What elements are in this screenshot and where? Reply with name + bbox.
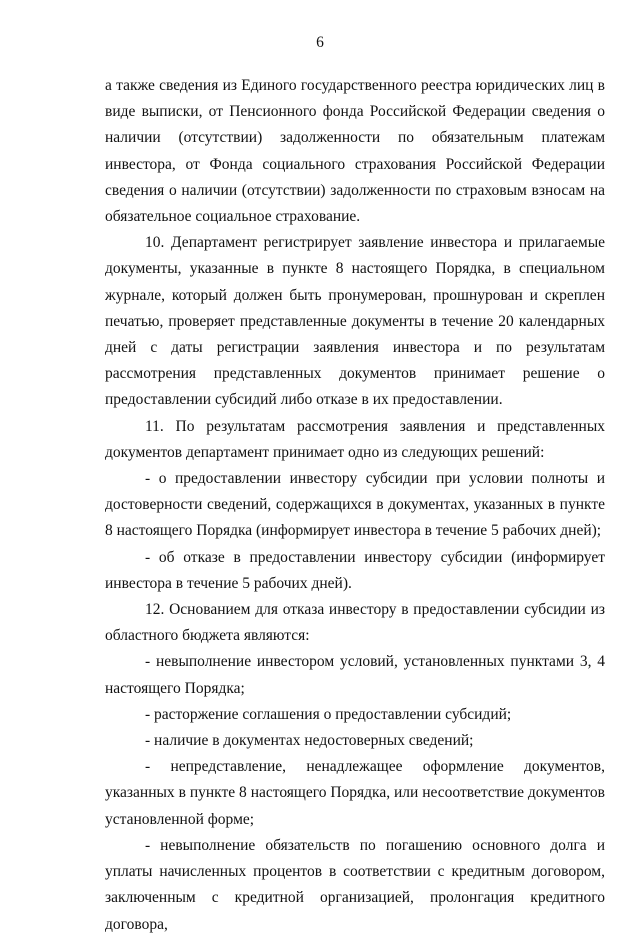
list-item-agreement-termination: - расторжение соглашения о предоставлении субсидий; (145, 705, 512, 723)
list-item-loan-obligations: - невыполнение обязательств по погашению основного долга и уплаты начисленных процентов в соответствии с кредитным договором, заключенным с кредитной организацией, пролонгация кредитного договора, (105, 836, 605, 933)
list-item-missing-documents: - непредставление, ненадлежащее оформление документов, указанных в пункте 8 настоящего Порядка, или несоответствие документов установленной форме; (105, 758, 605, 828)
list-item-conditions-not-met: - невыполнение инвестором условий, установленных пунктами 3, 4 настоящего Порядка; (105, 653, 605, 697)
paragraph-continuation: а также сведения из Единого государственного реестра юридических лиц в виде выписки, от Пенсионного фонда Российской Федерации сведения о наличии (отсутствии) задолженности по обязательным платежам инвестора, от Фонда социального страхования Российской Федерации сведения о наличии (отсутствии) задолженности по страховым взносам на обязательное социальное страхование. (105, 77, 605, 226)
page-number: 6 (316, 34, 324, 51)
list-item-false-information: - наличие в документах недостоверных сведений; (145, 732, 474, 750)
list-item-grant-decision: - о предоставлении инвестору субсидии при условии полноты и достоверности сведений, содержащихся в документах, указанных в пункте 8 настоящего Порядка (информирует инвестора в течение 5 рабочих дней); (105, 470, 605, 540)
body-text (105, 73, 605, 938)
list-item-refusal-decision: - об отказе в предоставлении инвестору субсидии (информирует инвестора в течение 5 рабочих дней). (105, 548, 605, 592)
paragraph-12: 12. Основанием для отказа инвестору в предоставлении субсидии из областного бюджета являются: (105, 601, 605, 645)
paragraph-10: 10. Департамент регистрирует заявление инвестора и прилагаемые документы, указанные в пункте 8 настоящего Порядка, в специальном журнале, который должен быть пронумерован, прошнурован и скреплен печатью, проверяет представленные документы в течение 20 календарных дней с даты регистрации заявления инвестора и по результатам рассмотрения представленных документов принимает решение о предоставлении субсидий либо отказе в их предоставлении. (105, 234, 605, 409)
paragraph-11: 11. По результатам рассмотрения заявления и представленных документов департамент принимает одно из следующих решений: (105, 417, 605, 461)
